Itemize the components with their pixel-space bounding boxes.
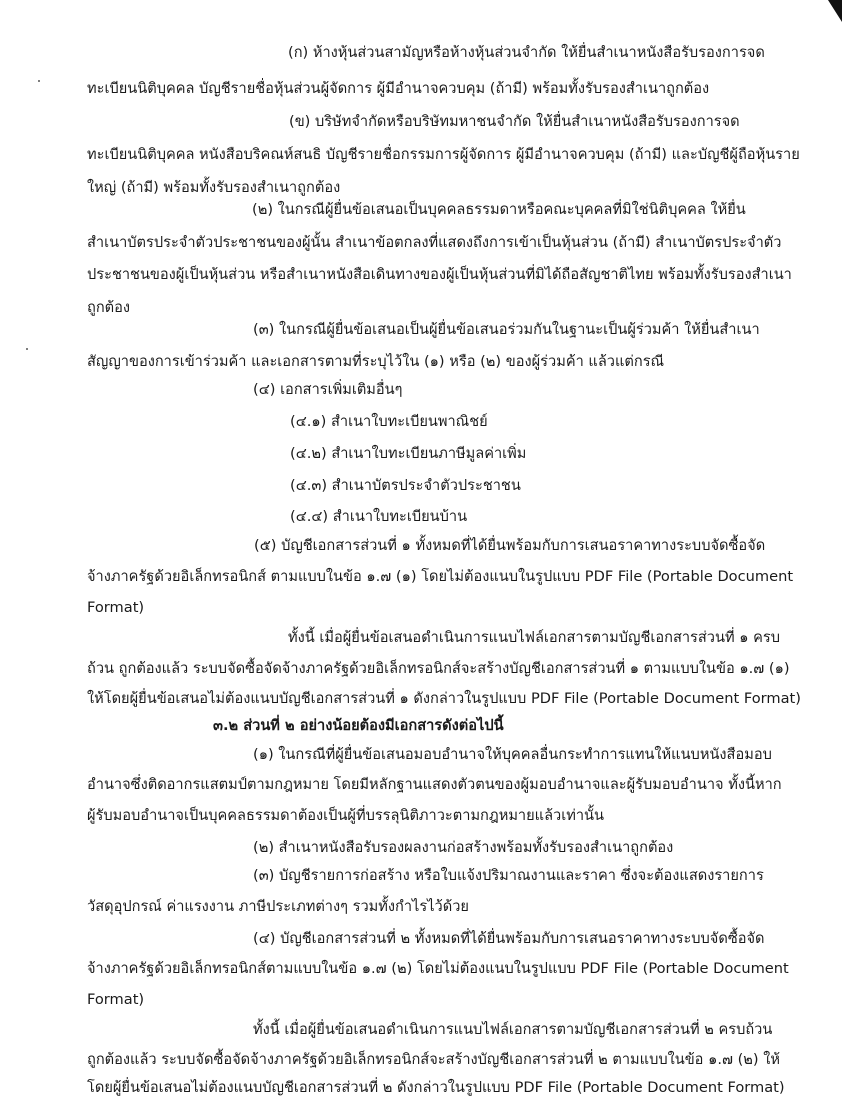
text-line: (๔) บัญชีเอกสารส่วนที่ ๒ ทั้งหมดที่ได้ยื่นพร้อมกับการเสนอราคาทางระบบจัดซื้อจัด xyxy=(253,930,765,947)
text-line: ผู้รับมอบอำนาจเป็นบุคคลธรรมดาต้องเป็นผู้ที่บรรลุนิติภาวะตามกฎหมายแล้วเท่านั้น xyxy=(87,807,604,824)
text-line: ถูกต้อง xyxy=(87,299,131,316)
text-line: (๒) ในกรณีผู้ยื่นข้อเสนอเป็นบุคคลธรรมดาหรือคณะบุคคลที่มิใช่นิติบุคคล ให้ยื่น xyxy=(252,201,746,218)
text-line: ทั้งนี้ เมื่อผู้ยื่นข้อเสนอดำเนินการแนบไฟล์เอกสารตามบัญชีเอกสารส่วนที่ ๒ ครบถ้วน xyxy=(253,1021,773,1038)
text-line: (๔.๔) สำเนาใบทะเบียนบ้าน xyxy=(290,508,468,525)
text-line: อำนาจซึ่งติดอากรแสตมป์ตามกฎหมาย โดยมีหลักฐานแสดงตัวตนของผู้มอบอำนาจและผู้รับมอบอำนาจ ทั้งนี้หาก xyxy=(87,776,782,793)
text-line: (๓) บัญชีรายการก่อสร้าง หรือใบแจ้งปริมาณงานและราคา ซึ่งจะต้องแสดงรายการ xyxy=(253,867,764,884)
text-line: โดยผู้ยื่นข้อเสนอไม่ต้องแนบบัญชีเอกสารส่วนที่ ๒ ดังกล่าวในรูปแบบ PDF File (Portable Document Format) xyxy=(87,1079,785,1096)
scan-speck xyxy=(26,348,28,350)
text-line: จ้างภาครัฐด้วยอิเล็กทรอนิกส์ตามแบบในข้อ ๑.๗ (๒) โดยไม่ต้องแนบในรูปแบบ PDF File (Portable Document xyxy=(87,960,789,977)
text-line: (๔) เอกสารเพิ่มเติมอื่นๆ xyxy=(253,381,403,398)
text-line: ถูกต้องแล้ว ระบบจัดซื้อจัดจ้างภาครัฐด้วยอิเล็กทรอนิกส์จะสร้างบัญชีเอกสารส่วนที่ ๒ ตามแบบในข้อ ๑.๗ (๒) ให้ xyxy=(87,1051,780,1068)
text-line: วัสดุอุปกรณ์ ค่าแรงงาน ภาษีประเภทต่างๆ รวมทั้งกำไรไว้ด้วย xyxy=(87,898,469,915)
scan-speck xyxy=(38,80,40,82)
text-line: (๓) ในกรณีผู้ยื่นข้อเสนอเป็นผู้ยื่นข้อเสนอร่วมกันในฐานะเป็นผู้ร่วมค้า ให้ยื่นสำเนา xyxy=(253,321,760,338)
text-line: จ้างภาครัฐด้วยอิเล็กทรอนิกส์ ตามแบบในข้อ ๑.๗ (๑) โดยไม่ต้องแนบในรูปแบบ PDF File (Portable Document xyxy=(87,568,794,585)
section-heading: ๓.๒ ส่วนที่ ๒ อย่างน้อยต้องมีเอกสารดังต่อไปนี้ xyxy=(213,717,504,734)
text-line: ใหญ่ (ถ้ามี) พร้อมทั้งรับรองสำเนาถูกต้อง xyxy=(87,179,341,196)
text-line: สำเนาบัตรประจำตัวประชาชนของผู้นั้น สำเนาข้อตกลงที่แสดงถึงการเข้าเป็นหุ้นส่วน (ถ้ามี) สำเนาบัตรประจำตัว xyxy=(87,234,782,251)
text-line: (๔.๑) สำเนาใบทะเบียนพาณิชย์ xyxy=(290,413,488,430)
text-line: ทะเบียนนิติบุคคล หนังสือบริคณห์สนธิ บัญชีรายชื่อกรรมการผู้จัดการ ผู้มีอำนาจควบคุม (ถ้ามี) และบัญชีผู้ถือหุ้นราย xyxy=(87,146,800,163)
text-line: (๑) ในกรณีที่ผู้ยื่นข้อเสนอมอบอำนาจให้บุคคลอื่นกระทำการแทนให้แนบหนังสือมอบ xyxy=(253,746,772,763)
text-line: ถ้วน ถูกต้องแล้ว ระบบจัดซื้อจัดจ้างภาครัฐด้วยอิเล็กทรอนิกส์จะสร้างบัญชีเอกสารส่วนที่ ๑ ตามแบบในข้อ ๑.๗ (๑) xyxy=(87,660,790,677)
text-line: ทั้งนี้ เมื่อผู้ยื่นข้อเสนอดำเนินการแนบไฟล์เอกสารตามบัญชีเอกสารส่วนที่ ๑ ครบ xyxy=(288,629,780,646)
text-line: ทะเบียนนิติบุคคล บัญชีรายชื่อหุ้นส่วนผู้จัดการ ผู้มีอำนาจควบคุม (ถ้ามี) พร้อมทั้งรับรองสำเนาถูกต้อง xyxy=(87,80,710,97)
text-line: (ก) ห้างหุ้นส่วนสามัญหรือห้างหุ้นส่วนจำกัด ให้ยื่นสำเนาหนังสือรับรองการจด xyxy=(288,44,765,61)
text-line: ให้โดยผู้ยื่นข้อเสนอไม่ต้องแนบบัญชีเอกสารส่วนที่ ๑ ดังกล่าวในรูปแบบ PDF File (Portable Document Format) xyxy=(87,690,801,707)
text-line: (๕) บัญชีเอกสารส่วนที่ ๑ ทั้งหมดที่ได้ยื่นพร้อมกับการเสนอราคาทางระบบจัดซื้อจัด xyxy=(254,537,766,554)
text-line: (๒) สำเนาหนังสือรับรองผลงานก่อสร้างพร้อมทั้งรับรองสำเนาถูกต้อง xyxy=(253,839,674,856)
text-line: Format) xyxy=(87,599,145,616)
text-line: (๔.๒) สำเนาใบทะเบียนภาษีมูลค่าเพิ่ม xyxy=(290,445,527,462)
text-line: สัญญาของการเข้าร่วมค้า และเอกสารตามที่ระบุไว้ใน (๑) หรือ (๒) ของผู้ร่วมค้า แล้วแต่กรณี xyxy=(87,353,665,370)
text-line: (ข) บริษัทจำกัดหรือบริษัทมหาชนจำกัด ให้ยื่นสำเนาหนังสือรับรองการจด xyxy=(289,113,740,130)
text-line: ประชาชนของผู้เป็นหุ้นส่วน หรือสำเนาหนังสือเดินทางของผู้เป็นหุ้นส่วนที่มิได้ถือสัญชาติไทย พร้อมทั้งรับรองสำเนา xyxy=(87,266,792,283)
scan-corner-mark xyxy=(828,0,842,22)
text-line: (๔.๓) สำเนาบัตรประจำตัวประชาชน xyxy=(290,477,521,494)
text-line: Format) xyxy=(87,991,145,1008)
